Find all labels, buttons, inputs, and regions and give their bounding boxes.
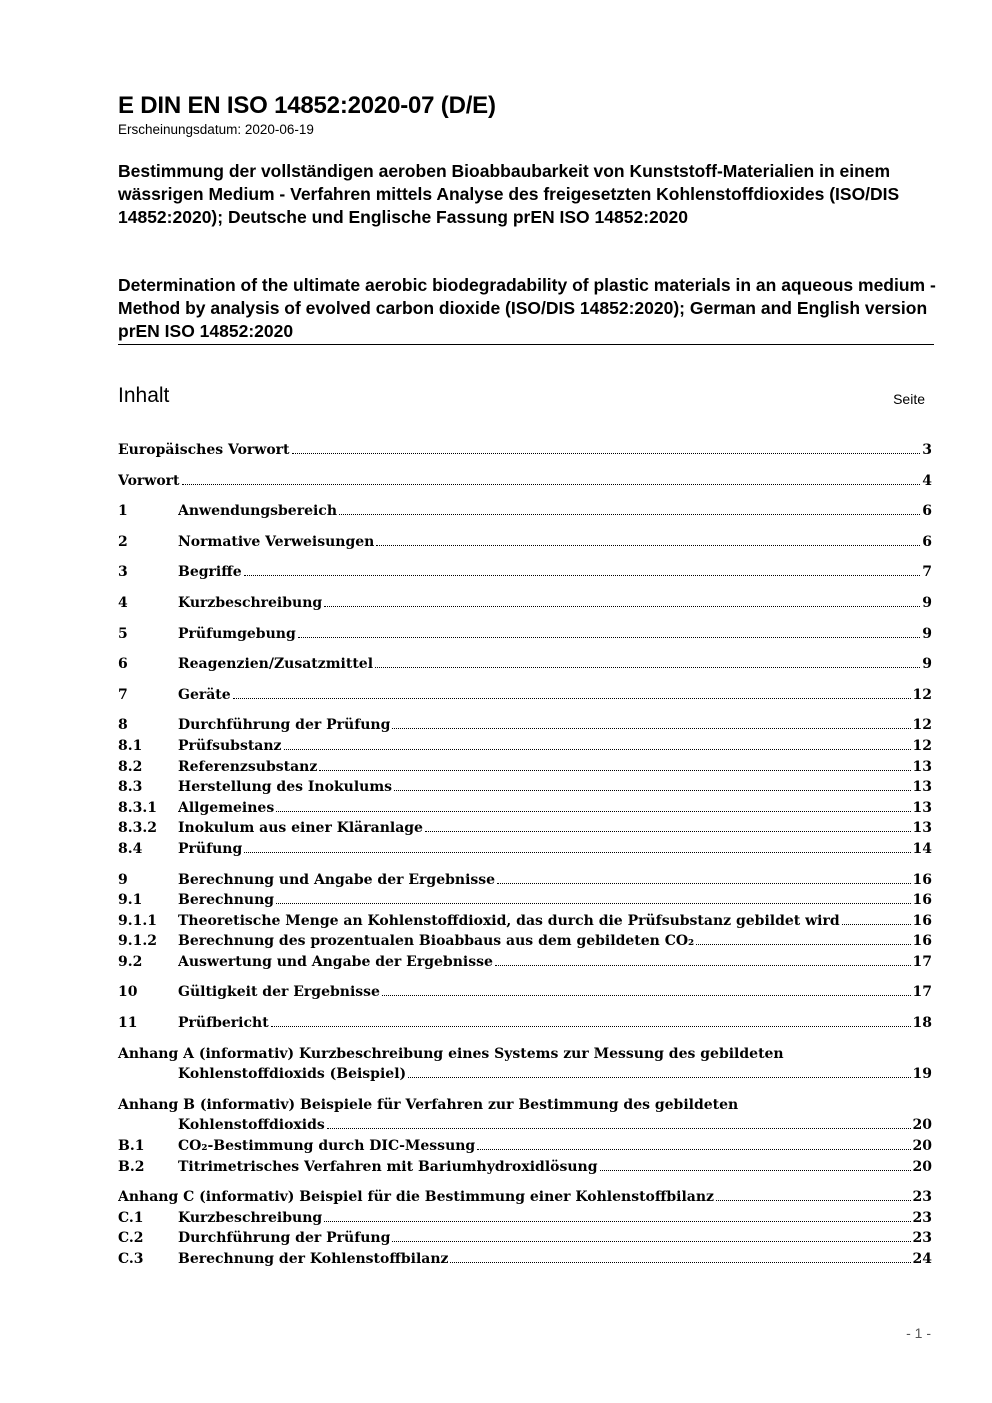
toc-entry-number: 3 <box>118 564 128 581</box>
toc-entry-page: 6 <box>922 533 932 550</box>
toc-entry-title: Herstellung des Inokulums <box>178 779 393 796</box>
toc-leader-dots <box>244 575 921 576</box>
toc-annex-b-heading[interactable]: Anhang B (informativ) Beispiele für Verfahren zur Bestimmung des gebildeten <box>118 1096 739 1113</box>
toc-entry-8-3[interactable] <box>118 777 932 798</box>
toc-leader-dots <box>842 924 911 925</box>
toc-entry-9-1-2[interactable] <box>118 931 932 952</box>
toc-leader-dots <box>324 1221 910 1222</box>
toc-leader-dots <box>233 698 911 699</box>
toc-entry-title: Titrimetrisches Verfahren mit Bariumhydroxidlösung <box>178 1158 598 1175</box>
title-divider <box>118 344 934 345</box>
toc-entry-foreword[interactable] <box>118 471 932 492</box>
toc-entry-number: C.2 <box>118 1230 144 1247</box>
toc-entry-page: 20 <box>912 1117 932 1134</box>
toc-leader-dots <box>382 995 911 996</box>
toc-entry-number: 5 <box>118 625 128 642</box>
toc-entry-number: 9 <box>118 871 128 888</box>
toc-leader-dots <box>292 453 921 454</box>
toc-entry-page: 12 <box>912 737 932 754</box>
toc-entry-title: Auswertung und Angabe der Ergebnisse <box>178 953 493 970</box>
toc-entry-page: 17 <box>912 953 932 970</box>
toc-entry-page: 4 <box>922 472 932 489</box>
toc-leader-dots <box>339 514 920 515</box>
toc-entry-page: 9 <box>922 656 932 673</box>
toc-entry-number: 9.1.2 <box>118 933 157 950</box>
toc-entry-b-1[interactable] <box>118 1136 932 1157</box>
toc-entry-title: Europäisches Vorwort <box>118 442 290 458</box>
toc-entry-number: 9.2 <box>118 953 143 970</box>
toc-entry-8[interactable] <box>118 715 932 736</box>
toc-leader-dots <box>394 790 911 791</box>
toc-leader-dots <box>425 831 911 832</box>
toc-entry-title: Berechnung <box>178 892 275 909</box>
toc-entry-page: 13 <box>912 820 932 837</box>
toc-entry-page: 13 <box>912 779 932 796</box>
toc-entry-title: Berechnung der Kohlenstoffbilanz <box>178 1251 449 1267</box>
toc-entry-page: 13 <box>912 799 932 816</box>
toc-entry-9[interactable] <box>118 870 932 891</box>
toc-entry-title: Kurzbeschreibung <box>178 1209 323 1226</box>
toc-leader-dots <box>477 1149 910 1150</box>
toc-leader-dots <box>392 1241 910 1242</box>
toc-entry-number: 8.2 <box>118 758 143 775</box>
toc-entry-number: 2 <box>118 533 128 550</box>
toc-leader-dots <box>182 484 921 485</box>
toc-page-label: Seite <box>893 391 925 407</box>
toc-entry-b-2[interactable] <box>118 1157 932 1178</box>
toc-entry-2[interactable] <box>118 532 932 553</box>
toc-entry-1[interactable] <box>118 501 932 522</box>
toc-entry-page: 20 <box>912 1158 932 1175</box>
toc-entry-title: Begriffe <box>178 564 242 581</box>
toc-entry-10[interactable] <box>118 982 932 1003</box>
toc-entry-9-1[interactable] <box>118 890 932 911</box>
toc-leader-dots <box>244 852 910 853</box>
toc-entry-title: Theoretische Menge an Kohlenstoffdioxid, das durch die Prüfsubstanz gebildet wird <box>178 912 840 929</box>
toc-annex-c[interactable] <box>118 1187 932 1208</box>
toc-entry-number: 8 <box>118 717 128 734</box>
toc-entry-number: C.3 <box>118 1251 144 1267</box>
toc-entry-number: 10 <box>118 984 138 1001</box>
toc-entry-title: Allgemeines <box>178 799 275 816</box>
toc-entry-number: 8.4 <box>118 840 143 857</box>
toc-entry-page: 3 <box>922 442 932 458</box>
toc-entry-number: 8.1 <box>118 737 143 754</box>
toc-entry-number: B.2 <box>118 1158 145 1175</box>
toc-entry-number: 4 <box>118 594 128 611</box>
toc-entry-title: Geräte <box>178 686 231 703</box>
toc-entry-number: 8.3 <box>118 779 143 796</box>
toc-entry-9-1-1[interactable] <box>118 911 932 932</box>
toc-entry-title: CO₂-Bestimmung durch DIC-Messung <box>178 1138 476 1155</box>
toc-entry-number: 8.3.2 <box>118 820 157 837</box>
toc-entry-title: Prüfbericht <box>178 1015 269 1032</box>
toc-entry-number: 8.3.1 <box>118 799 157 816</box>
toc-leader-dots <box>284 749 911 750</box>
page-number: - 1 - <box>906 1325 931 1341</box>
toc-leader-dots <box>450 1262 910 1263</box>
toc-entry-8-1[interactable] <box>118 736 932 757</box>
toc-leader-dots <box>298 637 921 638</box>
toc-leader-dots <box>276 811 910 812</box>
toc-entry-title: Prüfsubstanz <box>178 737 282 754</box>
toc-entry-title: Durchführung der Prüfung <box>178 1230 391 1247</box>
toc-entry-title: Anwendungsbereich <box>178 503 337 520</box>
toc-entry-page: 16 <box>912 871 932 888</box>
toc-annex-a-heading[interactable]: Anhang A (informativ) Kurzbeschreibung eines Systems zur Messung des gebildeten <box>118 1045 784 1062</box>
english-title: Determination of the ultimate aerobic biodegradability of plastic materials in an aqueous medium - Method by analysis of evolved carbon dioxide (ISO/DIS 14852:2020); German and English version prEN ISO 14852:2020 <box>118 275 936 341</box>
toc-entry-page: 6 <box>922 503 932 520</box>
toc-entry-8-2[interactable] <box>118 757 932 778</box>
toc-entry-5[interactable] <box>118 624 932 645</box>
toc-entry-title: Inokulum aus einer Kläranlage <box>178 820 423 837</box>
toc-entry-page: 24 <box>912 1251 932 1267</box>
toc-entry-number: B.1 <box>118 1138 145 1155</box>
german-title: Bestimmung der vollständigen aeroben Bioabbaubarkeit von Kunststoff-Materialien in einem wässrigen Medium - Verfahren mittels Analyse des freigesetzten Kohlenstoffdioxides (ISO/DIS 14852:2020); Deutsche und Englische Fassung prEN ISO 14852:2020 <box>118 161 900 227</box>
toc-annex-b[interactable] <box>118 1115 932 1136</box>
toc-entry-title: Durchführung der Prüfung <box>178 717 391 734</box>
toc-entry-page: 16 <box>912 892 932 909</box>
toc-entry-title: Kohlenstoffdioxids <box>178 1117 325 1134</box>
toc-leader-dots <box>495 965 911 966</box>
toc-entry-c-2[interactable] <box>118 1228 932 1249</box>
toc-entry-page: 20 <box>912 1138 932 1155</box>
toc-entry-page: 13 <box>912 758 932 775</box>
toc-entry-page: 23 <box>912 1189 932 1206</box>
toc-entry-title: Anhang C (informativ) Beispiel für die Bestimmung einer Kohlenstoffbilanz <box>118 1189 714 1206</box>
toc-entry-title: Prüfung <box>178 840 243 857</box>
toc-entry-8-3-2[interactable] <box>118 818 932 839</box>
toc-leader-dots <box>375 667 920 668</box>
document-id: E DIN EN ISO 14852:2020-07 (D/E) <box>118 92 496 119</box>
toc-entry-9-2[interactable] <box>118 952 932 973</box>
toc-entry-c-1[interactable] <box>118 1208 932 1229</box>
toc-entry-title: Reagenzien/Zusatzmittel <box>178 656 374 673</box>
toc-entry-number: 6 <box>118 656 128 673</box>
toc-leader-dots <box>408 1077 910 1078</box>
toc-entry-3[interactable] <box>118 562 932 583</box>
toc-entry-number: 9.1 <box>118 892 143 909</box>
toc-entry-page: 18 <box>912 1015 932 1032</box>
toc-leader-dots <box>324 606 920 607</box>
toc-entry-title: Vorwort <box>118 472 180 489</box>
toc-entry-page: 16 <box>912 912 932 929</box>
toc-entry-title: Berechnung und Angabe der Ergebnisse <box>178 871 496 888</box>
toc-entry-title: Kurzbeschreibung <box>178 594 323 611</box>
toc-entry-4[interactable] <box>118 593 932 614</box>
toc-leader-dots <box>497 883 910 884</box>
toc-leader-dots <box>696 944 910 945</box>
toc-entry-title: Prüfumgebung <box>178 625 296 642</box>
toc-entry-page: 17 <box>912 984 932 1001</box>
toc-entry-number: C.1 <box>118 1209 144 1226</box>
toc-entry-title: Berechnung des prozentualen Bioabbaus aus dem gebildeten CO₂ <box>178 933 695 950</box>
toc-entry-page: 23 <box>912 1209 932 1226</box>
table-of-contents <box>118 440 932 1270</box>
toc-heading: Inhalt <box>118 384 170 407</box>
toc-entry-page: 12 <box>912 717 932 734</box>
toc-leader-dots <box>276 903 910 904</box>
toc-entry-6[interactable] <box>118 654 932 675</box>
publication-date: Erscheinungsdatum: 2020-06-19 <box>118 122 314 137</box>
toc-entry-page: 19 <box>912 1066 932 1083</box>
toc-entry-number: 7 <box>118 686 128 703</box>
toc-entry-european-foreword[interactable] <box>118 440 932 461</box>
toc-entry-number: 1 <box>118 503 128 520</box>
toc-entry-c-3[interactable] <box>118 1249 932 1270</box>
toc-leader-dots <box>271 1026 911 1027</box>
toc-leader-dots <box>392 728 910 729</box>
toc-entry-title: Referenzsubstanz <box>178 758 318 775</box>
toc-entry-page: 9 <box>922 625 932 642</box>
toc-entry-title: Normative Verweisungen <box>178 533 375 550</box>
toc-entry-11[interactable] <box>118 1013 932 1034</box>
toc-entry-8-4[interactable] <box>118 839 932 860</box>
toc-entry-7[interactable] <box>118 685 932 706</box>
toc-leader-dots <box>319 770 910 771</box>
toc-entry-page: 9 <box>922 594 932 611</box>
toc-annex-a[interactable] <box>118 1064 932 1085</box>
toc-entry-8-3-1[interactable] <box>118 798 932 819</box>
toc-entry-page: 23 <box>912 1230 932 1247</box>
toc-entry-title: Gültigkeit der Ergebnisse <box>178 984 380 1001</box>
toc-entry-number: 11 <box>118 1015 138 1032</box>
toc-entry-title: Kohlenstoffdioxids (Beispiel) <box>178 1066 407 1083</box>
toc-leader-dots <box>716 1200 911 1201</box>
toc-entry-number: 9.1.1 <box>118 912 157 929</box>
toc-leader-dots <box>327 1128 911 1129</box>
toc-entry-page: 12 <box>912 686 932 703</box>
toc-entry-page: 7 <box>922 564 932 581</box>
toc-entry-page: 14 <box>912 840 932 857</box>
toc-leader-dots <box>376 545 920 546</box>
toc-leader-dots <box>600 1170 911 1171</box>
toc-entry-page: 16 <box>912 933 932 950</box>
